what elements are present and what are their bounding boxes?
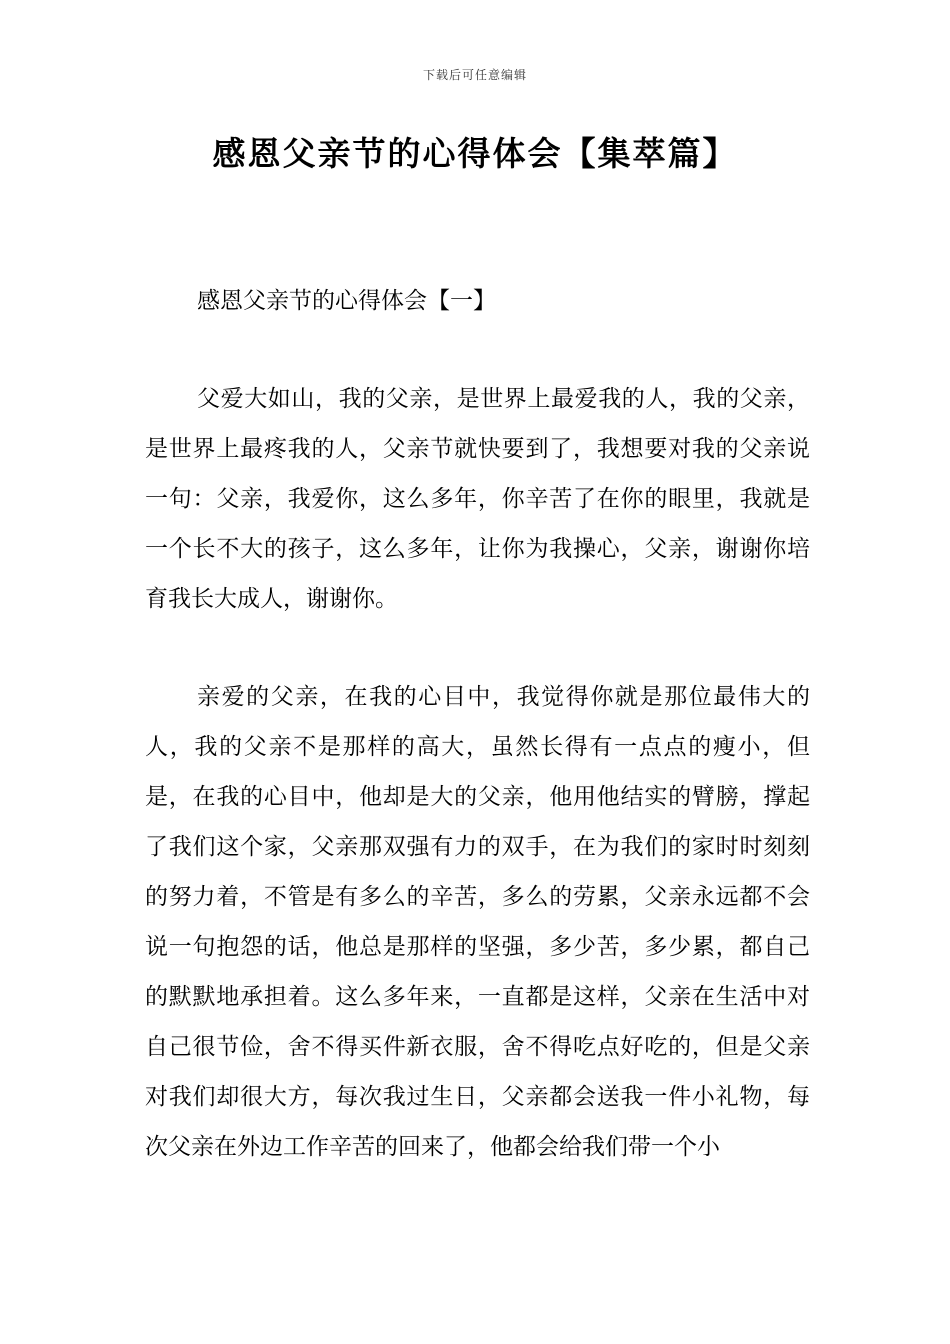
document-title: 感恩父亲节的心得体会【集萃篇】 [212, 134, 738, 173]
paragraph-2: 亲爱的父亲，在我的心目中，我觉得你就是那位最伟大的人，我的父亲不是那样的高大，虽然长得有一点点的瘦小，但是，在我的心目中，他却是大的父亲，他用他结实的臂膀，撑起了我们这个家，父亲那双强有力的双手，在为我们的家时时刻刻的努力着，不管是有多么的辛苦，多么的劳累，父亲永远都不会说一句抱怨的话，他总是那样的坚强，多少苦，多少累，都自己的默默地承担着。这么多年来，一直都是这样，父亲在生活中对自己很节俭，舍不得买件新衣服，舍不得吃点好吃的，但是父亲对我们却很大方，每次我过生日，父亲都会送我一件小礼物，每次父亲在外边工作辛苦的回来了，他都会给我们带一个小 [145, 684, 810, 1160]
paragraph-1: 父爱大如山，我的父亲，是世界上最爱我的人，我的父亲，是世界上最疼我的人，父亲节就快要到了，我想要对我的父亲说一句：父亲，我爱你，这么多年，你辛苦了在你的眼里，我就是一个长不大的孩子，这么多年，让你为我操心，父亲，谢谢你培育我长大成人，谢谢你。 [145, 386, 810, 612]
section-heading: 感恩父亲节的心得体会【一】 [197, 288, 496, 314]
header-note: 下载后可任意编辑 [422, 68, 527, 82]
